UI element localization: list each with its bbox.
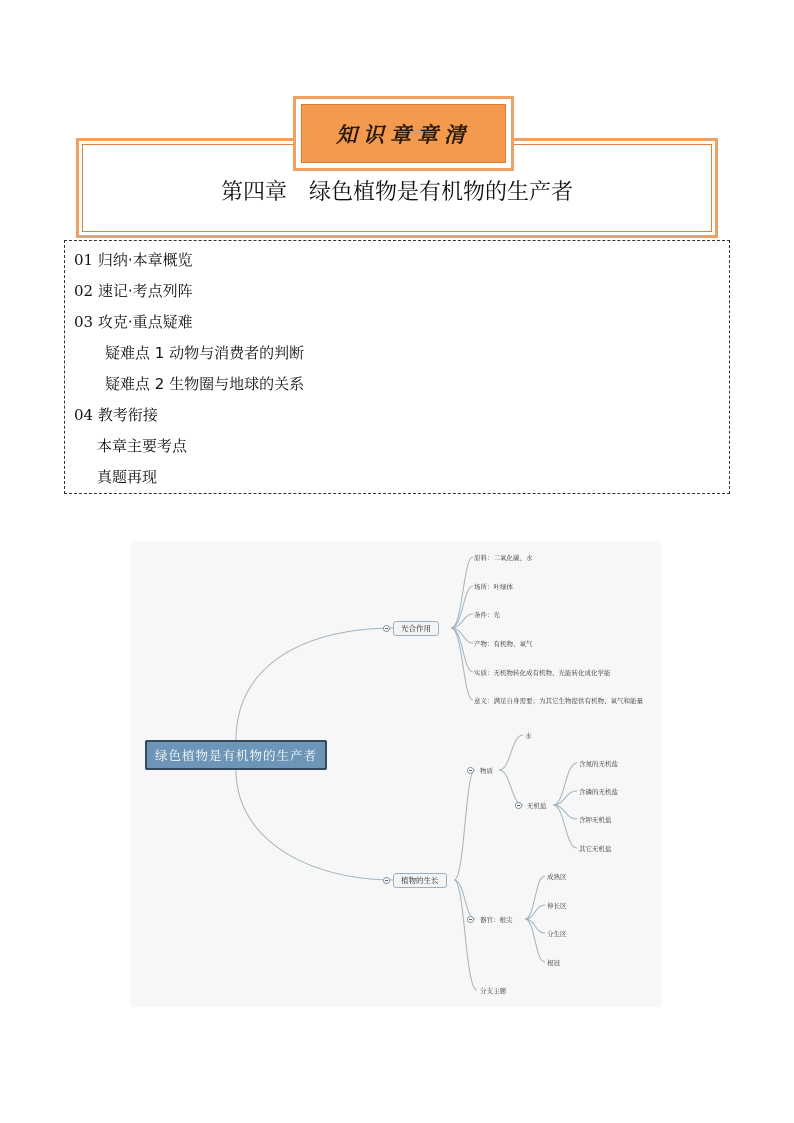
leaf-node[interactable]: 含磷的无机盐: [579, 788, 618, 796]
toc-item[interactable]: [74, 249, 193, 270]
mind-map: [131, 541, 661, 1007]
toc-number: 疑难点 2: [105, 375, 165, 393]
toc-label: 教考衔接: [97, 406, 158, 424]
toc-item[interactable]: [74, 280, 193, 301]
toc-item[interactable]: [74, 404, 158, 425]
leaf-node[interactable]: 场所：叶绿体: [474, 583, 513, 591]
table-of-contents: [64, 240, 730, 494]
leaf-node[interactable]: 产物：有机物、氧气: [474, 640, 533, 648]
toc-label: 攻克·重点疑难: [97, 313, 193, 331]
toc-subitem[interactable]: [105, 373, 304, 394]
leaf-node[interactable]: 成熟区: [547, 873, 567, 881]
leaf-node[interactable]: 意义：满足自身需要；为其它生物提供有机物、氧气和能量: [474, 697, 643, 705]
node-matter[interactable]: 物质: [480, 767, 493, 775]
section-tag-label: 知识章章清: [301, 104, 506, 163]
toc-number: 03: [74, 313, 94, 331]
leaf-node[interactable]: 原料：二氧化碳、水: [474, 554, 533, 562]
leaf-node[interactable]: 含钾无机盐: [579, 816, 612, 824]
toc-number: 02: [74, 282, 94, 300]
leaf-node[interactable]: 含氮的无机盐: [579, 760, 618, 768]
toc-label: 本章主要考点: [97, 437, 188, 455]
toc-number: 04: [74, 406, 94, 424]
collapse-toggle[interactable]: [467, 916, 474, 923]
collapse-toggle[interactable]: [383, 877, 390, 884]
toc-label: 生物圈与地球的关系: [169, 375, 305, 393]
node-branch-topic[interactable]: 分支主题: [480, 987, 506, 995]
toc-subitem[interactable]: [97, 466, 157, 487]
connector-growth: [236, 770, 393, 880]
collapse-toggle[interactable]: [515, 802, 522, 809]
leaf-node[interactable]: 伸长区: [547, 902, 567, 910]
toc-number: 疑难点 1: [105, 344, 165, 362]
node-photosynthesis[interactable]: 光合作用: [393, 621, 439, 636]
leaf-node[interactable]: 条件：光: [474, 611, 500, 619]
mind-map-connectors: [131, 541, 661, 1007]
leaf-node[interactable]: 根冠: [547, 959, 560, 967]
node-inorganic-salts[interactable]: 无机盐: [527, 802, 547, 810]
page-title: 第四章 绿色植物是有机物的生产者: [220, 180, 573, 205]
toc-item[interactable]: [74, 311, 193, 332]
mind-map-root[interactable]: 绿色植物是有机物的生产者: [145, 740, 327, 770]
leaf-node[interactable]: 实质：无机物转化成有机物、光能转化成化学能: [474, 669, 611, 677]
node-organ-root-tip[interactable]: 器官：根尖: [480, 916, 513, 924]
section-tag: [293, 96, 514, 171]
collapse-toggle[interactable]: [467, 767, 474, 774]
toc-subitem[interactable]: [97, 435, 187, 456]
leaf-node[interactable]: 分生区: [547, 930, 567, 938]
node-plant-growth[interactable]: 植物的生长: [393, 873, 447, 888]
toc-label: 真题再现: [97, 468, 158, 486]
toc-number: 01: [74, 251, 94, 269]
toc-label: 动物与消费者的判断: [169, 344, 305, 362]
collapse-toggle[interactable]: [383, 625, 390, 632]
toc-label: 速记·考点列阵: [97, 282, 193, 300]
leaf-node[interactable]: 水: [525, 732, 532, 740]
leaf-node[interactable]: 其它无机盐: [579, 845, 612, 853]
toc-subitem[interactable]: [105, 342, 304, 363]
connector-photosynthesis: [236, 628, 393, 740]
toc-label: 归纳·本章概览: [97, 251, 193, 269]
